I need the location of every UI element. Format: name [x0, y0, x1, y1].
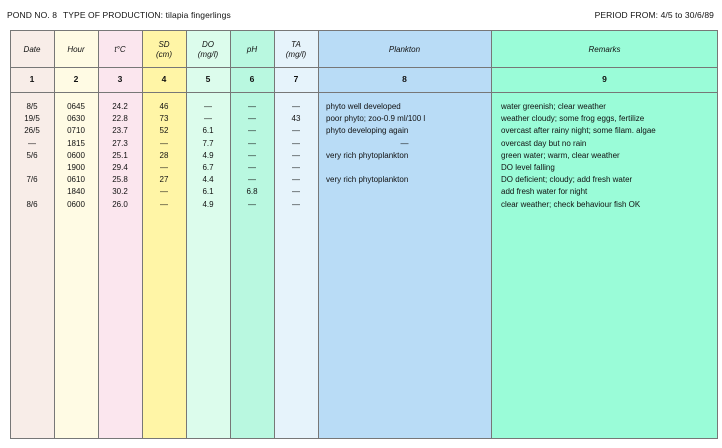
cell-ph: —	[248, 150, 256, 160]
cell-temp: 24.2	[112, 102, 128, 111]
column-label: pH	[246, 45, 258, 54]
cell-temp: 25.8	[112, 175, 128, 185]
cell-ph: —	[248, 199, 256, 209]
column-header-ta	[274, 36, 318, 64]
cell-sd: 52	[159, 126, 169, 136]
column-header-sd	[142, 36, 186, 64]
cell-hour: 1815	[67, 138, 85, 148]
column-number-do: 5	[205, 74, 211, 84]
cell-ph: —	[248, 102, 256, 111]
cell-ph: —	[248, 163, 256, 172]
column-header-remarks	[491, 36, 718, 64]
period-range: PERIOD FROM: 4/5 to 30/6/89	[594, 10, 714, 20]
cell-hour: 0600	[67, 150, 85, 160]
cell-date: 8/6	[26, 199, 38, 209]
cell-remarks: overcast after rainy night; some filam. algae	[501, 126, 656, 136]
cell-temp: 30.2	[112, 187, 128, 197]
cell-remarks: DO level falling	[501, 163, 555, 172]
cell-hour: 0610	[67, 175, 85, 185]
column-unit: (mg/l)	[197, 50, 219, 59]
column-number-date: 1	[29, 74, 35, 84]
column-label: t°C	[114, 45, 126, 54]
cell-ta: —	[292, 102, 300, 111]
column-label: SD	[158, 40, 170, 49]
cell-ph: —	[248, 114, 256, 124]
cell-sd: 46	[159, 102, 169, 111]
cell-sd: —	[160, 187, 168, 197]
column-header-temp	[98, 36, 142, 64]
cell-ph: —	[248, 138, 256, 148]
cell-ta: —	[292, 199, 300, 209]
cell-ph: 6.8	[246, 187, 258, 197]
cell-sd: —	[160, 163, 168, 172]
cell-do: 7.7	[202, 138, 214, 148]
column-label: DO	[202, 40, 214, 49]
column-label: TA	[291, 40, 301, 49]
cell-hour: 0600	[67, 199, 85, 209]
cell-remarks: clear weather; check behaviour fish OK	[501, 199, 641, 209]
cell-plankton: phyto developing again	[326, 126, 409, 136]
cell-plankton: phyto well developed	[326, 102, 401, 111]
cell-ta: —	[292, 138, 300, 148]
column-header-ph	[230, 36, 274, 64]
cell-ta: —	[292, 187, 300, 197]
cell-ta: —	[292, 126, 300, 136]
cell-remarks: overcast day but no rain	[501, 138, 587, 148]
cell-remarks: add fresh water for night	[501, 187, 588, 197]
cell-do: 4.9	[202, 150, 214, 160]
cell-sd: —	[160, 199, 168, 209]
column-unit: (cm)	[156, 50, 172, 59]
cell-plankton: —	[400, 138, 409, 148]
cell-plankton: very rich phytoplankton	[326, 150, 409, 160]
cell-ph: —	[248, 175, 256, 185]
column-header-do	[186, 36, 230, 64]
column-number-ph: 6	[249, 74, 255, 84]
column-label: Date	[23, 45, 41, 54]
cell-temp: 29.4	[112, 163, 128, 172]
cell-temp: 25.1	[112, 150, 128, 160]
cell-do: 4.4	[202, 175, 214, 185]
cell-temp: 23.7	[112, 126, 128, 136]
cell-remarks: weather cloudy; some frog eggs, fertilize	[501, 114, 645, 124]
cell-remarks: green water; warm, clear weather	[501, 150, 620, 160]
cell-temp: 27.3	[112, 138, 128, 148]
cell-date: —	[28, 138, 36, 148]
column-number-remarks: 9	[602, 74, 607, 84]
column-number-hour: 2	[73, 74, 79, 84]
cell-do: 6.1	[202, 187, 214, 197]
cell-sd: —	[160, 138, 168, 148]
column-number-sd: 4	[161, 74, 167, 84]
cell-date: 8/5	[26, 102, 38, 111]
column-unit: (mg/l)	[285, 50, 307, 59]
table-rule	[10, 92, 718, 93]
cell-temp: 26.0	[112, 199, 128, 209]
cell-hour: 1900	[67, 163, 85, 172]
cell-hour: 1840	[67, 187, 85, 197]
cell-do: 6.7	[202, 163, 214, 172]
cell-ta: —	[292, 175, 300, 185]
column-number-plankton: 8	[402, 74, 407, 84]
cell-hour: 0630	[67, 114, 85, 124]
cell-sd: 28	[159, 150, 169, 160]
table-rule	[10, 438, 718, 439]
cell-plankton: very rich phytoplankton	[326, 175, 409, 185]
cell-hour: 0710	[67, 126, 85, 136]
cell-do: 6.1	[202, 126, 214, 136]
column-header-date	[10, 36, 54, 64]
cell-date: 19/5	[24, 114, 40, 124]
cell-remarks: DO deficient; cloudy; add fresh water	[501, 175, 633, 185]
cell-do: —	[204, 102, 212, 111]
column-header-plankton	[318, 36, 491, 64]
cell-sd: 27	[159, 175, 169, 185]
table-rule	[10, 67, 718, 68]
cell-date: 7/6	[26, 175, 38, 185]
cell-hour: 0645	[67, 102, 85, 111]
cell-ta: —	[292, 163, 300, 172]
cell-sd: 73	[159, 114, 169, 124]
cell-temp: 22.8	[112, 114, 128, 124]
column-label: Hour	[67, 45, 85, 54]
column-label: Remarks	[588, 45, 621, 54]
cell-date: 26/5	[24, 126, 40, 136]
column-label: Plankton	[388, 45, 421, 54]
cell-date: 5/6	[26, 150, 38, 160]
production-type: TYPE OF PRODUCTION: tilapia fingerlings	[63, 10, 231, 20]
cell-ta: 43	[291, 114, 301, 124]
column-header-hour	[54, 36, 98, 64]
cell-ph: —	[248, 126, 256, 136]
table-rule	[10, 30, 718, 31]
pond-number: POND NO. 8	[7, 10, 58, 20]
cell-remarks: water greenish; clear weather	[501, 102, 606, 111]
column-number-temp: 3	[117, 74, 123, 84]
cell-plankton: poor phyto; zoo-0.9 ml/100 l	[326, 114, 426, 124]
cell-ta: —	[292, 150, 300, 160]
cell-do: —	[204, 114, 212, 124]
column-number-ta: 7	[293, 74, 299, 84]
cell-do: 4.9	[202, 199, 214, 209]
